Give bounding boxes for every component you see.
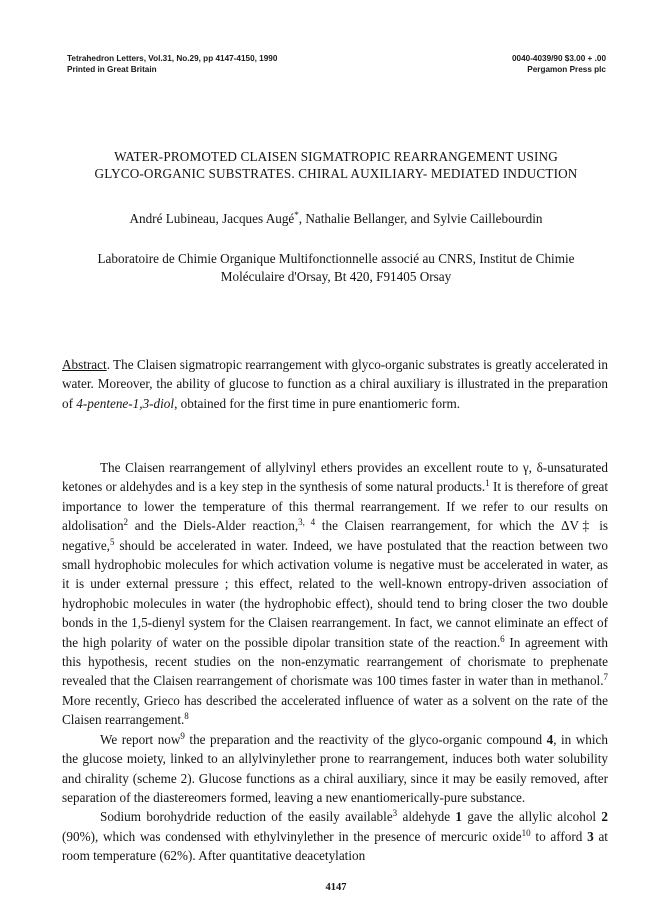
title-line-1: WATER-PROMOTED CLAISEN SIGMATROPIC REARRANGEMENT USING	[114, 149, 558, 164]
text-run: the Claisen rearrangement, for which the ΔV‡ is negative,	[62, 518, 609, 553]
text-run: (90%), which was condensed with ethylvinylether in the presence of mercuric oxide	[62, 828, 522, 844]
affiliation-line-2: Moléculaire d'Orsay, Bt 420, F91405 Orsay	[220, 269, 452, 284]
printed-in: Printed in Great Britain	[67, 65, 157, 74]
text-run: The Claisen rearrangement of allylvinyl ethers provides an excellent route to γ, δ-unsaturated ketones or aldehydes and is a key step in the synthesis of some natural products.	[62, 460, 608, 495]
paper-title	[40, 148, 632, 182]
author-names-rest: , Nathalie Bellanger, and Sylvie Caillebourdin	[298, 211, 543, 226]
affiliation-line-1: Laboratoire de Chimie Organique Multifonctionnelle associé au CNRS, Institut de Chimie	[97, 251, 575, 266]
reference-mark: 3	[392, 808, 398, 819]
text-run: , in which the glucose moiety, linked to an allylvinylether prone to rearrangement, induces both water solubility and chirality (scheme 2). Glucose functions as a chiral auxiliary, since it may be easily removed, after separation of the diastereomers formed, leaving a new enantiomerically-pure substance.	[62, 731, 608, 805]
text-run: More recently, Grieco has described the accelerated influence of water as a solvent on the rate of the Claisen rearrangement.	[62, 692, 608, 728]
affiliation	[40, 250, 632, 286]
publisher-header	[512, 53, 606, 75]
author-list	[40, 210, 632, 227]
text-run: to afford	[530, 828, 588, 844]
reference-mark: 6	[500, 633, 505, 644]
paragraph-1	[62, 458, 608, 730]
compound-number: 2	[601, 809, 608, 825]
text-run: aldehyde	[397, 809, 456, 825]
abstract-section	[62, 355, 608, 413]
publisher: Pergamon Press plc	[527, 65, 606, 74]
text-run: the preparation and the reactivity of the glyco-organic compound	[184, 731, 547, 747]
abstract-text: . The Claisen sigmatropic rearrangement with glyco-organic substrates is greatly accelerated in water. Moreover, the ability of glucose to function as a chiral auxiliary is illustrated in the preparation of	[62, 357, 608, 411]
paragraph-3	[62, 807, 608, 865]
body-text	[62, 458, 608, 866]
paragraph-2	[62, 730, 608, 808]
author-names-first: André Lubineau, Jacques Augé	[129, 211, 295, 226]
text-run: In agreement with this hypothesis, recent studies on the non-enzymatic rearrangement of chorismate to prephenate revealed that the Claisen rearrangement of chorismate was 100 times faster in water than in methanol.	[62, 634, 608, 689]
title-line-2: GLYCO-ORGANIC SUBSTRATES. CHIRAL AUXILIARY- MEDIATED INDUCTION	[94, 166, 578, 181]
compound-number: 4	[546, 731, 554, 747]
reference-mark: 5	[109, 536, 115, 547]
text-run: and the Diels-Alder reaction,	[128, 518, 299, 534]
abstract-end: , obtained for the first time in pure enantiomeric form.	[174, 395, 461, 411]
corresponding-author-mark: *	[294, 210, 299, 220]
abstract-compound: 4-pentene-1,3-diol	[76, 395, 175, 411]
reference-mark: 3, 4	[298, 517, 316, 528]
reference-mark: 10	[521, 827, 531, 838]
compound-number: 3	[587, 828, 594, 844]
abstract-label: Abstract	[62, 357, 107, 372]
price-code: 0040-4039/90 $3.00 + .00	[511, 54, 606, 63]
journal-citation: Tetrahedron Letters, Vol.31, No.29, pp 4147-4150, 1990	[67, 54, 278, 63]
text-run: at room temperature (62%). After quantitative deacetylation	[62, 828, 608, 864]
text-run: It is therefore of great importance to lower the temperature of this thermal rearrangement. If we refer to our results on aldolisation	[62, 479, 608, 534]
page-number: 4147	[325, 882, 347, 893]
text-run: should be accelerated in water. Indeed, we have postulated that the reaction between two small hydrophobic molecules for which activation volume is negative must be accelerated in water, as it is under external pressure ; this effect, related to the well-known entropy-driven association of hydrophobic molecules in water (the hydrophobic effect), should tend to bring closer the two double bonds in the 1,5-dienyl system for the Claisen rearrangement. In fact, we cannot eliminate an effect of the high polarity of water on the possible dipolar transition state of the reaction.	[62, 537, 608, 650]
reference-mark: 8	[184, 711, 189, 722]
reference-mark: 9	[180, 730, 185, 741]
journal-header	[67, 53, 277, 75]
compound-number: 1	[455, 809, 463, 825]
text-run: Sodium borohydride reduction of the easily available	[100, 809, 393, 825]
reference-mark: 7	[603, 672, 608, 683]
text-run: gave the allylic alcohol	[462, 809, 602, 825]
abstract-paragraph	[62, 355, 608, 413]
reference-mark: 1	[485, 478, 490, 489]
reference-mark: 2	[123, 517, 129, 528]
text-run: We report now	[100, 731, 181, 747]
